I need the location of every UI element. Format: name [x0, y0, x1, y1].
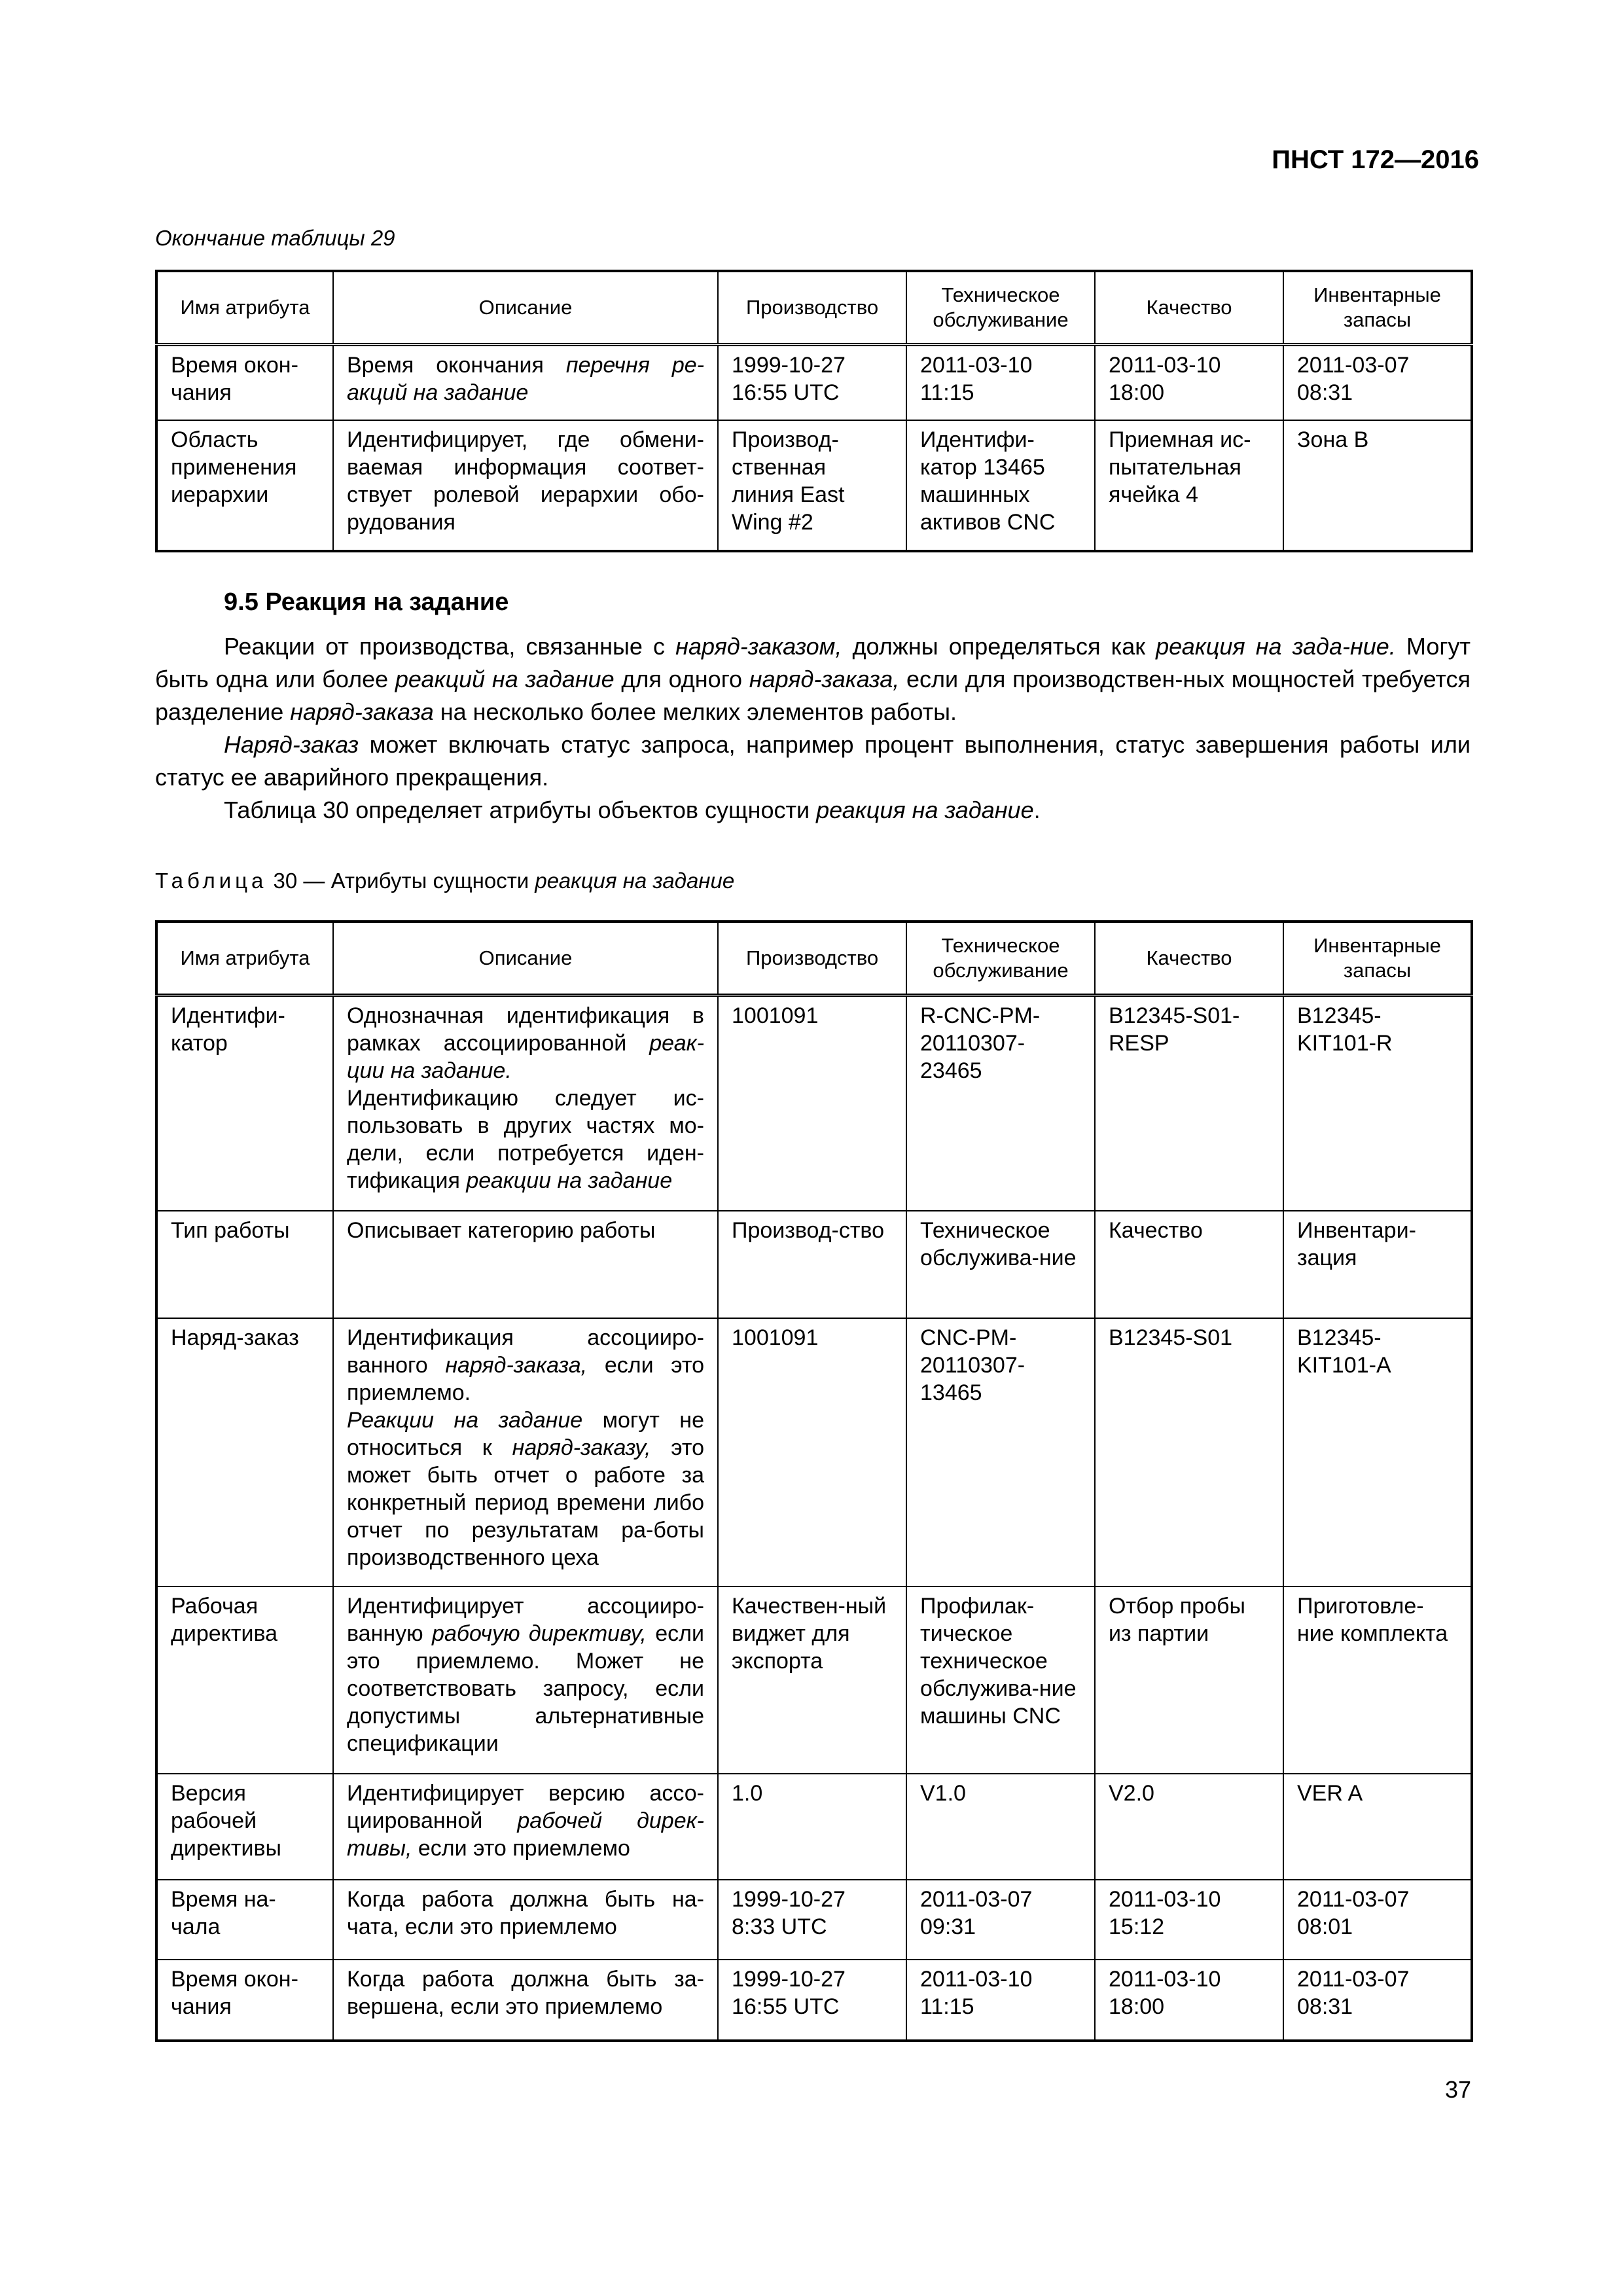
section-heading: 9.5 Реакция на задание [224, 588, 509, 616]
production-cell: 1001091 [718, 1318, 906, 1587]
text-run: Идентифицирует версию ассо-циированной [347, 1781, 704, 1833]
inventory-cell: Приготовле-ние комплекта [1283, 1587, 1472, 1774]
text-run: для одного [614, 666, 749, 692]
attribute-name-cell: Идентифи-катор [156, 995, 333, 1211]
italic-term: реакция на задание [816, 797, 1034, 823]
column-header-attribute-name: Имя атрибута [156, 271, 333, 344]
italic-term: наряд-заказа, [445, 1353, 588, 1378]
column-header-inventory: Инвентарные запасы [1283, 922, 1472, 995]
quality-cell: 2011-03-10 18:00 [1095, 344, 1283, 420]
table-row [156, 1211, 1472, 1318]
table-row [156, 420, 1472, 551]
maintenance-cell: 2011-03-10 11:15 [906, 344, 1095, 420]
quality-cell: B12345-S01-RESP [1095, 995, 1283, 1211]
inventory-cell: 2011-03-07 08:31 [1283, 1960, 1472, 2041]
italic-term: реакции на задание [466, 1168, 673, 1193]
maintenance-cell: Техническое обслужива-ние [906, 1211, 1095, 1318]
inventory-cell: Зона В [1283, 420, 1472, 551]
attribute-name-cell: Время окон-чания [156, 1960, 333, 2041]
inventory-cell: Инвентари-зация [1283, 1211, 1472, 1318]
maintenance-cell: 2011-03-10 11:15 [906, 1960, 1095, 2041]
page-number: 37 [1444, 2076, 1471, 2103]
attribute-name-cell: Наряд-заказ [156, 1318, 333, 1587]
maintenance-cell: V1.0 [906, 1774, 1095, 1880]
column-header-quality: Качество [1095, 922, 1283, 995]
italic-term: Реакции на задание [347, 1408, 583, 1433]
text-run: Могут быть одна или более [155, 633, 1471, 692]
text-run: это может быть отчет о работе за конкретный период времени либо отчет по результатам ра-боты производственного цеха [347, 1435, 704, 1570]
quality-cell: 2011-03-10 15:12 [1095, 1880, 1283, 1960]
italic-term: рабочей дирек-тивы, [347, 1808, 704, 1861]
text-run: Идентификацию следует ис-пользовать в других частях мо-дели, если потребуется иден-тификация [347, 1085, 704, 1193]
quality-cell: V2.0 [1095, 1774, 1283, 1880]
maintenance-cell: 2011-03-07 09:31 [906, 1880, 1095, 1960]
text-run: может включать статус запроса, например процент выполнения, статус завершения работы или статус ее аварийного прекращения. [155, 731, 1471, 791]
table-row [156, 1587, 1472, 1774]
inventory-cell: 2011-03-07 08:31 [1283, 344, 1472, 420]
production-cell: Производ-ственная линия East Wing #2 [718, 420, 906, 551]
description-cell [333, 1211, 718, 1318]
text-run: если это приемлемо. Может не соответствовать запросу, если допустимы альтернативные спецификации [347, 1621, 705, 1756]
table-row [156, 1960, 1472, 2041]
text-run: Идентифицирует, где обмени-ваемая информация соответ-ствует ролевой иерархии обо-рудования [347, 427, 704, 535]
description-cell [333, 420, 718, 551]
text-run: на несколько более мелких элементов работы. [433, 698, 957, 725]
attribute-name-cell: Область применения иерархии [156, 420, 333, 551]
italic-term: наряд-заказа, [749, 666, 900, 692]
column-header-description: Описание [333, 922, 718, 995]
maintenance-cell: CNC-PM-20110307-13465 [906, 1318, 1095, 1587]
section-9-5 [155, 586, 1471, 827]
text-run: должны определяться как [842, 633, 1156, 660]
text-run: если для производствен-ных мощностей требуется разделение [155, 666, 1471, 725]
italic-term: Наряд-заказ [224, 731, 359, 758]
text-run: Идентификация ассоцииро-ванного [347, 1325, 704, 1378]
inventory-cell: 2011-03-07 08:01 [1283, 1880, 1472, 1960]
column-header-maintenance: Техническое обслуживание [906, 922, 1095, 995]
text-run: Описывает категорию работы [347, 1218, 656, 1243]
section-paragraph [155, 794, 1471, 827]
section-paragraph [155, 728, 1471, 794]
text-run: Идентифицирует ассоцииро-ванную [347, 1594, 704, 1646]
table-29-header-row [156, 271, 1472, 344]
italic-term: реак-ции на задание. [347, 1030, 704, 1083]
description-cell [333, 1960, 718, 2041]
text-run: Когда работа должна быть за-вершена, если это приемлемо [347, 1967, 704, 2019]
description-cell [333, 1318, 718, 1587]
text-run: Время окончания [347, 352, 566, 378]
text-run: Однозначная идентификация в рамках ассоциированной [347, 1003, 704, 1056]
table-30-caption-text: 30 — Атрибуты сущности [267, 869, 535, 893]
description-cell [333, 1774, 718, 1880]
attribute-name-cell: Тип работы [156, 1211, 333, 1318]
text-run: могут не относиться к [347, 1408, 704, 1460]
table-30-caption-entity: реакция на задание [535, 869, 735, 893]
italic-term: рабочую директиву, [432, 1621, 647, 1646]
quality-cell: 2011-03-10 18:00 [1095, 1960, 1283, 2041]
quality-cell: Приемная ис-пытательная ячейка 4 [1095, 420, 1283, 551]
description-cell [333, 995, 718, 1211]
table-row [156, 1774, 1472, 1880]
production-cell: 1999-10-27 16:55 UTC [718, 344, 906, 420]
production-cell: 1999-10-27 16:55 UTC [718, 1960, 906, 2041]
table-row [156, 1318, 1472, 1587]
attribute-name-cell: Время на-чала [156, 1880, 333, 1960]
table-row [156, 995, 1472, 1211]
text-run: Когда работа должна быть на-чата, если это приемлемо [347, 1887, 704, 1939]
text-run: Таблица 30 определяет атрибуты объектов сущности [224, 797, 817, 823]
maintenance-cell: Идентифи-катор 13465 машинных активов CNC [906, 420, 1095, 551]
italic-term: перечня ре-акций на задание [347, 352, 704, 405]
description-cell [333, 1880, 718, 1960]
text-run: если это приемлемо [412, 1836, 630, 1861]
section-paragraph [155, 630, 1471, 728]
column-header-quality: Качество [1095, 271, 1283, 344]
italic-term: наряд-заказом, [675, 633, 842, 660]
quality-cell: B12345-S01 [1095, 1318, 1283, 1587]
table-30-caption-label: Таблица [155, 869, 268, 893]
production-cell: Качествен-ный виджет для экспорта [718, 1587, 906, 1774]
column-header-production: Производство [718, 922, 906, 995]
inventory-cell: VER A [1283, 1774, 1472, 1880]
quality-cell: Отбор пробы из партии [1095, 1587, 1283, 1774]
inventory-cell: B12345-KIT101-A [1283, 1318, 1472, 1587]
table-29 [155, 270, 1473, 552]
column-header-description: Описание [333, 271, 718, 344]
text-run: если это приемлемо. [347, 1353, 704, 1405]
column-header-maintenance: Техническое обслуживание [906, 271, 1095, 344]
attribute-name-cell: Рабочая директива [156, 1587, 333, 1774]
table-30-header-row [156, 922, 1472, 995]
column-header-inventory: Инвентарные запасы [1283, 271, 1472, 344]
maintenance-cell: R-CNC-PM-20110307-23465 [906, 995, 1095, 1211]
column-header-attribute-name: Имя атрибута [156, 922, 333, 995]
table-30 [155, 920, 1473, 2042]
table-29-caption: Окончание таблицы 29 [155, 226, 395, 250]
table-30-caption [155, 869, 734, 893]
italic-term: наряд-заказу, [512, 1435, 651, 1460]
maintenance-cell: Профилак-тическое техническое обслужива-ние машины CNC [906, 1587, 1095, 1774]
description-cell [333, 344, 718, 420]
attribute-name-cell: Версия рабочей директивы [156, 1774, 333, 1880]
italic-term: наряд-заказа [290, 698, 434, 725]
italic-term: реакция на зада-ние. [1156, 633, 1396, 660]
italic-term: реакций на задание [395, 666, 615, 692]
table-row [156, 344, 1472, 420]
production-cell: Производ-ство [718, 1211, 906, 1318]
attribute-name-cell: Время окон-чания [156, 344, 333, 420]
production-cell: 1001091 [718, 995, 906, 1211]
description-cell [333, 1587, 718, 1774]
column-header-production: Производство [718, 271, 906, 344]
quality-cell: Качество [1095, 1211, 1283, 1318]
text-run: . [1033, 797, 1041, 823]
production-cell: 1.0 [718, 1774, 906, 1880]
production-cell: 1999-10-27 8:33 UTC [718, 1880, 906, 1960]
text-run: Реакции от производства, связанные с [224, 633, 676, 660]
table-row [156, 1880, 1472, 1960]
inventory-cell: B12345-KIT101-R [1283, 995, 1472, 1211]
document-id: ПНСТ 172—2016 [1272, 145, 1479, 174]
